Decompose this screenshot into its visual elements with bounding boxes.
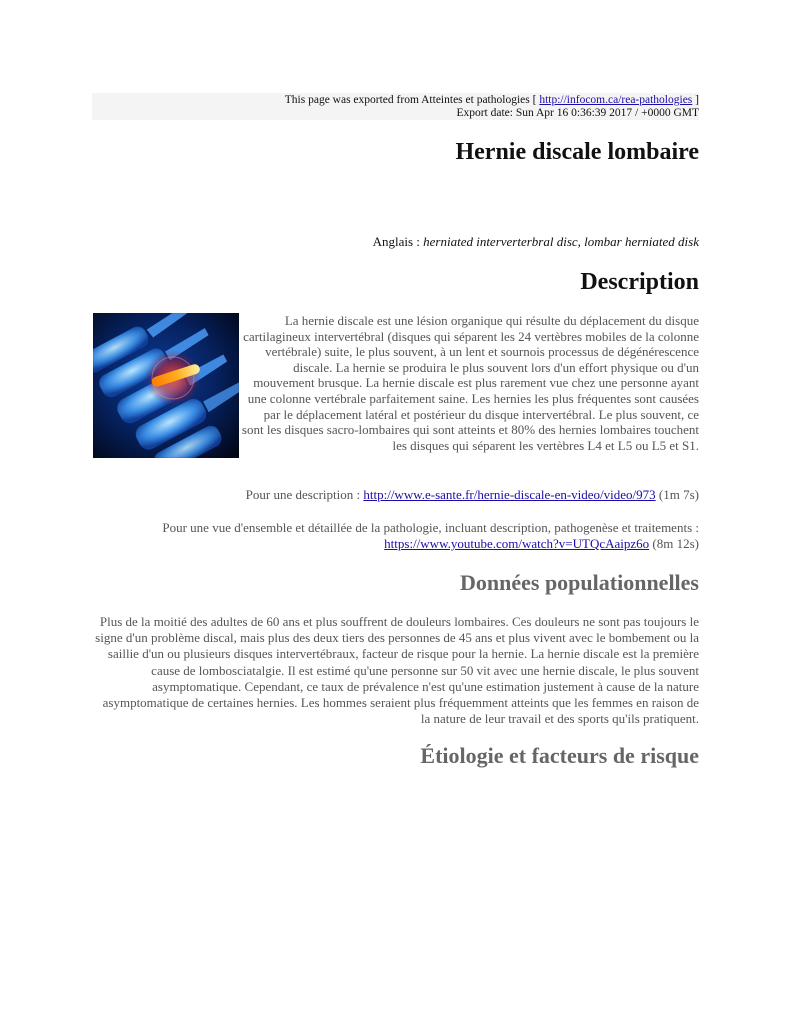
population-paragraph: Plus de la moitié des adultes de 60 ans et plus souffrent de douleurs lombaires. Ces douleurs ne sont pas toujours le signe d'un problème discal, mais plus des deux tiers des personnes de 45 ans et plus vivent avec le bombement ou la saillie d'un ou plusieurs disques intervertébraux, facteur de risque pour la hernie. La hernie discale est la première cause de lombosciatalgie. Il est estimé qu'une personne sur 50 vit avec une hernie discale, le plus souvent asymptomatique. Cependant, ce taux de prévalence n'est qu'une estimation justement à cause de la nature asymptomatique de certaines hernies. Les hommes seraient plus fréquemment atteints que les femmes en raison de la nature de leur travail et des sports qu'ils pratiquent. xyxy=(95,614,699,727)
spine-herniation-image xyxy=(93,313,239,458)
page-title: Hernie discale lombaire xyxy=(455,139,699,165)
overview-video-line xyxy=(92,520,699,552)
export-prefix: This page was exported from Atteintes et pathologies [ xyxy=(284,94,540,106)
english-terms xyxy=(373,233,699,251)
export-source-line xyxy=(92,94,699,107)
youtube-video-link[interactable]: https://www.youtube.com/watch?v=UTQcAaipz6o xyxy=(384,536,650,551)
export-header xyxy=(92,93,699,120)
export-date: Export date: Sun Apr 16 0:36:39 2017 / +0000 GMT xyxy=(456,106,699,119)
export-suffix: ] xyxy=(692,94,699,106)
english-label: Anglais : xyxy=(372,234,424,249)
description-video-line xyxy=(246,487,699,503)
population-heading: Données populationnelles xyxy=(460,570,699,595)
overview-duration: (8m 12s) xyxy=(649,536,699,551)
description-heading: Description xyxy=(580,269,699,295)
e-sante-video-link[interactable]: http://www.e-sante.fr/hernie-discale-en-video/video/973 xyxy=(363,487,656,502)
description-paragraph: La hernie discale est une lésion organique qui résulte du déplacement du disque cartilagineux intervertébral (disques qui séparent les 24 vertèbres mobiles de la colonne vertébrale) suite, le plus souvent, à un lent et sournois processus de dégénérescence discale. La hernie se produira le plus souvent lors d'un effort physique ou d'un mouvement brusque. La hernie discale est plus rarement vue chez une personne ayant une colonne vertébrale parfaitement saine. Les hernies les plus fréquentes sont causées par le déplacement latéral et postérieur du disque intervertébral. Le plus souvent, ce sont les disques sacro-lombaires qui sont atteints et 80% des hernies lombaires touchent les disques qui séparent les vertèbres L4 et L5 ou L5 et S1. xyxy=(241,313,699,453)
etiology-heading: Étiologie et facteurs de risque xyxy=(420,743,699,768)
overview-prefix: Pour une vue d'ensemble et détaillée de la pathologie, incluant description, pathogenèse et traitements : xyxy=(162,520,699,535)
english-terms-text: herniated interverterbral disc, lombar herniated disk xyxy=(423,234,699,249)
description-link-prefix: Pour une description : xyxy=(245,487,364,502)
source-link[interactable]: http://infocom.ca/rea-pathologies xyxy=(539,94,693,106)
description-link-duration: (1m 7s) xyxy=(655,487,699,502)
